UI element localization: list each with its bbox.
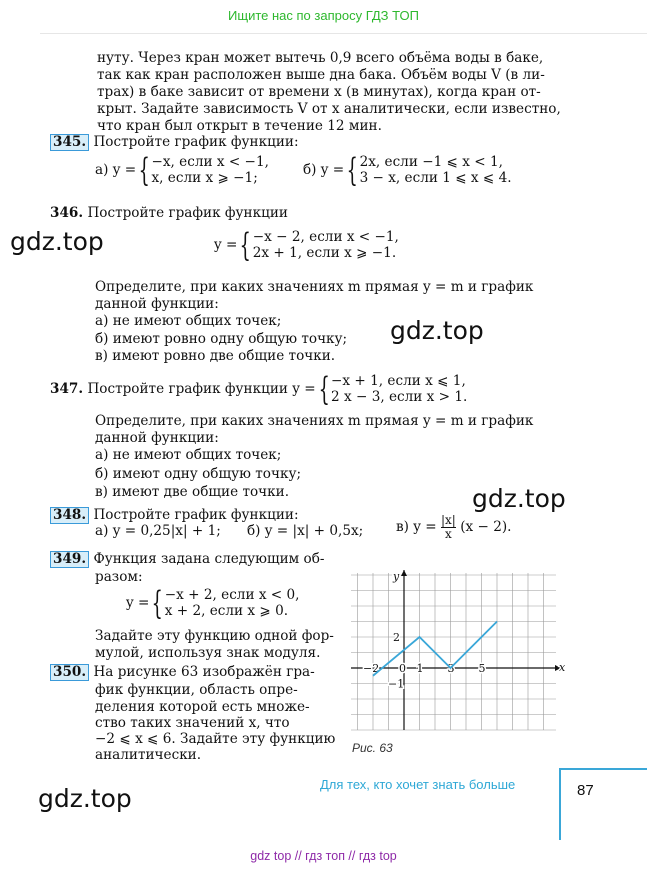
- graph-axes: [351, 570, 561, 730]
- bottom-links: gdz top // гдз топ // гдз top: [250, 849, 397, 863]
- problem-346-q1: Определите, при каких значениях m прямая y = m и график: [95, 279, 534, 295]
- brace: {: [239, 226, 252, 264]
- problem-346-text: Постройте график функции: [87, 205, 288, 221]
- intro-line-5: что кран был открыт в течение 12 мин.: [97, 118, 382, 134]
- brace: {: [151, 584, 164, 622]
- formula-label: в) y =: [396, 519, 437, 535]
- problem-347-q1: Определите, при каких значениях m прямая y = m и график: [95, 413, 534, 429]
- case-line: x, если x ⩾ −1;: [151, 170, 258, 186]
- problem-number-345[interactable]: 345.: [50, 134, 89, 151]
- fraction: [441, 514, 456, 541]
- problem-347-a: а) не имеют общих точек;: [95, 447, 282, 463]
- problem-350-line-2: деления которой есть множе-: [95, 699, 310, 715]
- problem-346-q2: данной функции:: [95, 296, 219, 312]
- problem-349-t2: мулой, используя знак модуля.: [95, 645, 321, 661]
- tick-label-x-1: 1: [416, 662, 424, 675]
- graph-grid: [351, 573, 556, 730]
- page-number: 87: [577, 782, 594, 799]
- case-line: −x − 2, если x < −1,: [252, 229, 399, 245]
- formula-label: y =: [292, 380, 316, 397]
- problem-number-348[interactable]: 348.: [50, 507, 89, 524]
- problem-345-a: [95, 151, 269, 189]
- footer-divider-h: [559, 768, 647, 770]
- problem-349-formula: [126, 584, 300, 622]
- tick-label-origin: 0: [399, 662, 406, 675]
- case-line: 3 − x, если 1 ⩽ x ⩽ 4.: [359, 170, 512, 186]
- case-line: 2x + 1, если x ⩾ −1.: [252, 245, 397, 261]
- problem-347-text: Постройте график функции: [87, 380, 288, 397]
- case-line: x + 2, если x ⩾ 0.: [164, 603, 289, 619]
- formula-label: б) y =: [303, 161, 345, 178]
- problem-345-text: Постройте график функции:: [93, 134, 299, 150]
- footer-divider-v: [559, 768, 561, 840]
- problem-349-heading: [50, 551, 325, 568]
- tick-label-x-3: 3: [447, 662, 455, 675]
- problem-350-text1: На рисунке 63 изображён гра-: [93, 664, 315, 680]
- problem-350-line-1: фик функции, область опре-: [95, 682, 298, 698]
- intro-line-1: нуту. Через кран может вытечь 0,9 всего объёма воды в баке,: [97, 50, 544, 66]
- axis-label-y: y: [393, 570, 400, 583]
- problem-348-heading: [50, 507, 299, 524]
- watermark: gdz.top: [472, 484, 566, 513]
- problem-348-text: Постройте график функции:: [93, 507, 299, 523]
- brace: {: [138, 151, 150, 189]
- case-line: 2 x − 3, если x > 1.: [331, 389, 468, 405]
- fraction-denominator: x: [445, 527, 452, 541]
- problem-350-line-5: аналитически.: [95, 747, 202, 763]
- problem-number-350[interactable]: 350.: [50, 664, 89, 681]
- axis-label-x: x: [559, 661, 566, 674]
- case-line: −x + 2, если x < 0,: [164, 587, 300, 603]
- watermark: gdz.top: [38, 784, 132, 813]
- figure-caption: Рис. 63: [352, 741, 393, 755]
- watermark: gdz.top: [10, 227, 104, 256]
- figure-63-graph: [346, 568, 566, 738]
- watermark: gdz.top: [390, 316, 484, 345]
- case-line: 2x, если −1 ⩽ x < 1,: [359, 154, 503, 170]
- brace: {: [318, 370, 330, 408]
- problem-346-c: в) имеют ровно две общие точки.: [95, 348, 336, 364]
- formula-label: а) y =: [95, 161, 137, 178]
- banner-divider: [40, 33, 647, 34]
- problem-number-347: 347.: [50, 380, 84, 397]
- problem-347-b: б) имеют одну общую точку;: [95, 466, 302, 482]
- problem-349-text2: разом:: [95, 569, 143, 585]
- problem-347-heading: [50, 370, 468, 408]
- fraction-numerator: |x|: [441, 513, 456, 527]
- problem-347-c: в) имеют две общие точки.: [95, 484, 290, 500]
- problem-349-t1: Задайте эту функцию одной фор-: [95, 628, 334, 644]
- tick-label-y-minus-1: −1: [388, 677, 405, 691]
- problem-348-a: а) y = 0,25|x| + 1;: [95, 523, 221, 539]
- top-banner: Ищите нас по запросу ГДЗ ТОП: [228, 8, 419, 23]
- problem-348-c: [396, 514, 511, 541]
- problem-number-349[interactable]: 349.: [50, 551, 89, 568]
- graph-labels: [363, 570, 566, 691]
- intro-line-2: так как кран расположен выше дна бака. Объём воды V (в ли-: [97, 67, 545, 83]
- problem-348-b: б) y = |x| + 0,5x;: [247, 523, 364, 539]
- problem-number-346: 346.: [50, 205, 84, 221]
- problem-346-heading: [50, 205, 288, 222]
- problem-350-heading: [50, 664, 315, 681]
- problem-346-a: а) не имеют общих точек;: [95, 313, 282, 329]
- footer-tagline: Для тех, кто хочет знать больше: [320, 777, 516, 792]
- problem-347-q2: данной функции:: [95, 430, 219, 446]
- problem-345-heading: [50, 134, 299, 151]
- case-line: −x, если x < −1,: [151, 154, 269, 170]
- problem-350-line-3: ство таких значений x, что: [95, 715, 290, 731]
- tick-label-x-5: 5: [478, 662, 486, 675]
- problem-346-b: б) имеют ровно одну общую точку;: [95, 331, 348, 347]
- formula-label: y =: [214, 236, 238, 253]
- formula-tail: (x − 2).: [460, 519, 512, 535]
- problem-346-formula: [214, 226, 399, 264]
- problem-345-b: [303, 151, 512, 189]
- problem-349-text1: Функция задана следующим об-: [93, 551, 325, 567]
- case-line: −x + 1, если x ⩽ 1,: [331, 373, 466, 389]
- tick-label-y-2: 2: [393, 631, 400, 644]
- intro-line-3: трах) в баке зависит от времени x (в минутах), когда кран от-: [97, 84, 541, 100]
- y-axis-arrow: [401, 570, 407, 576]
- intro-line-4: крыт. Задайте зависимость V от x аналитически, если известно,: [97, 101, 561, 117]
- brace: {: [346, 151, 358, 189]
- formula-label: y =: [126, 594, 150, 611]
- tick-label-x-minus-2: −2: [363, 662, 380, 675]
- problem-350-line-4: −2 ⩽ x ⩽ 6. Задайте эту функцию: [95, 731, 336, 747]
